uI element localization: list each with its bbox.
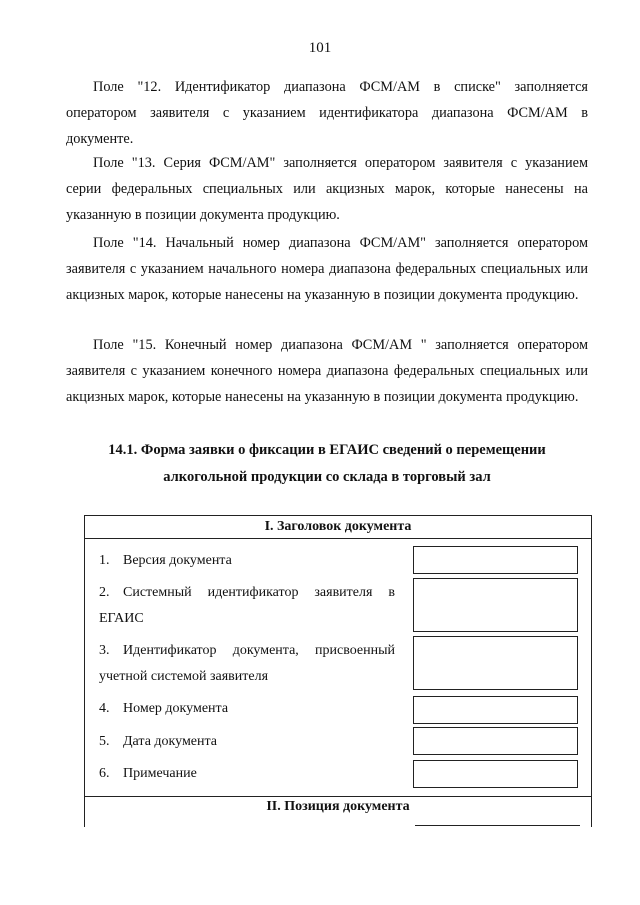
field-box-document-version[interactable]: [413, 546, 578, 574]
field-box-document-id[interactable]: [413, 636, 578, 690]
section-heading-line1: 14.1. Форма заявки о фиксации в ЕГАИС сведений о перемещении: [108, 442, 546, 458]
form-item-label: Версия документа: [123, 553, 232, 568]
section1-divider: [85, 538, 591, 539]
form-item-label: Идентификатор документа, присвоенный учетной системой заявителя: [99, 643, 395, 684]
field-box-applicant-id[interactable]: [413, 578, 578, 632]
form-item-5: 5. Дата документа: [99, 734, 218, 749]
form-item-label: Примечание: [123, 766, 197, 781]
paragraph-field-12: [66, 74, 588, 152]
field-box-document-number[interactable]: [413, 696, 578, 724]
section2-title: II. Позиция документа: [266, 799, 410, 814]
field-box-document-date[interactable]: [413, 727, 578, 755]
form-item-3: 3. Идентификатор документа, присвоенный учетной системой заявителя: [99, 643, 395, 684]
form-item-label: Номер документа: [123, 701, 229, 716]
form-item-2: 2. Системный идентификатор заявителя в ЕГАИС: [99, 585, 395, 626]
paragraph-field-15: [66, 332, 588, 410]
paragraph-text: Поле "13. Серия ФСМ/АМ" заполняется оператором заявителя с указанием серии федеральных специальных или акцизных марок, которые нанесены на указанную в позиции документа продукцию.: [66, 155, 588, 223]
form-item-1: 1. Версия документа: [99, 553, 232, 568]
form-item-label: Дата документа: [123, 734, 218, 749]
field-box-top-edge: [415, 825, 580, 826]
paragraph-field-13: [66, 150, 588, 228]
form-table: [84, 515, 592, 827]
page-number: 101: [308, 40, 332, 56]
form-item-6: 6. Примечание: [99, 766, 197, 781]
paragraph-field-14: [66, 230, 588, 308]
field-box-note[interactable]: [413, 760, 578, 788]
section1-title: I. Заголовок документа: [264, 519, 412, 534]
paragraph-text: Поле "14. Начальный номер диапазона ФСМ/АМ" заполняется оператором заявителя с указанием начального номера диапазона федеральных специальных или акцизных марок, которые нанесены на указанную в позиции документа продукцию.: [66, 235, 588, 303]
paragraph-text: Поле "12. Идентификатор диапазона ФСМ/АМ в списке" заполняется оператором заявителя с указанием идентификатора диапазона ФСМ/АМ в документе.: [66, 79, 588, 147]
form-item-label: Системный идентификатор заявителя в ЕГАИС: [99, 585, 395, 626]
section-heading: [66, 437, 588, 491]
section-heading-line2: алкогольной продукции со склада в торговый зал: [163, 469, 491, 485]
paragraph-text: Поле "15. Конечный номер диапазона ФСМ/АМ " заполняется оператором заявителя с указанием конечного номера диапазона федеральных специальных или акцизных марок, которые нанесены на указанную в позиции документа продукцию.: [66, 337, 588, 405]
form-item-4: 4. Номер документа: [99, 701, 229, 716]
